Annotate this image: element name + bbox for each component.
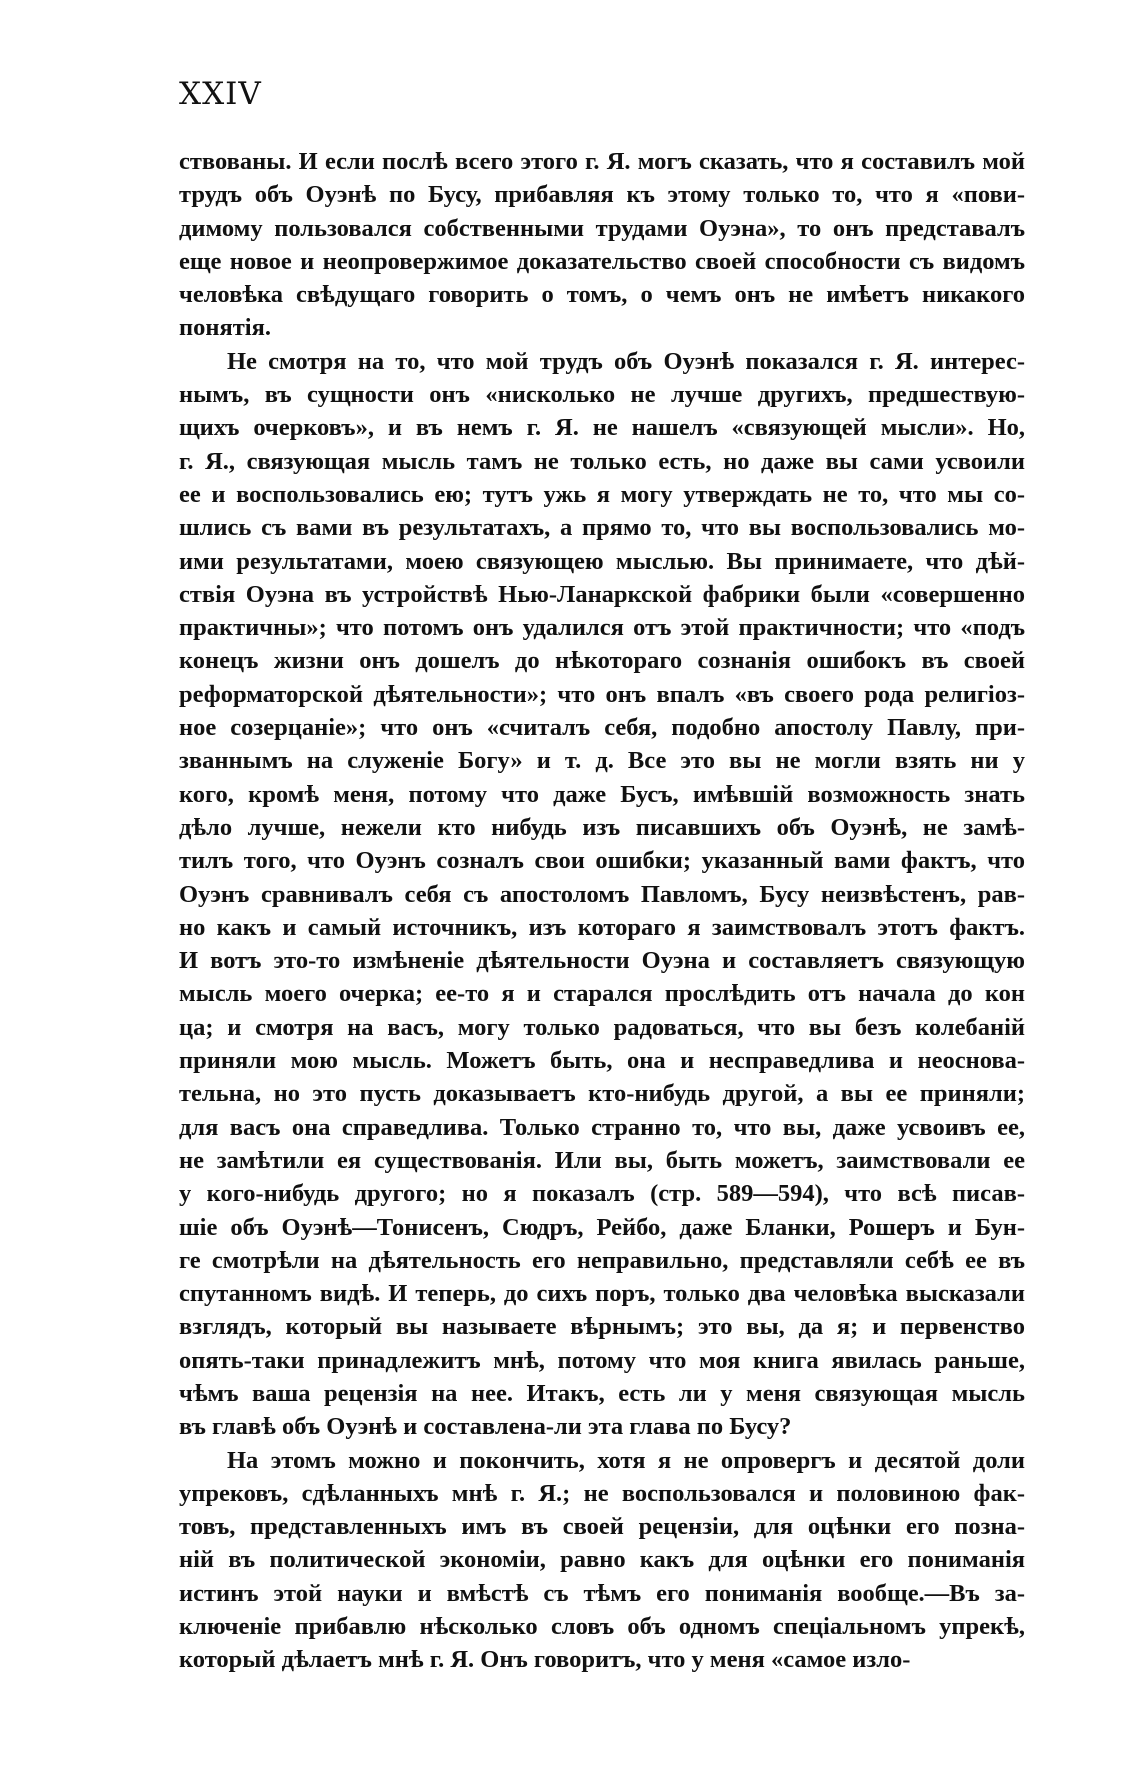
text-line: не замѣтили ея существованія. Или вы, быть можетъ, заимствовали ее	[179, 1146, 1025, 1174]
text-line: ствія Оуэна въ устройствѣ Нью-Ланаркской фабрики были «совершенно	[179, 580, 1025, 608]
text-line: ее и воспользовались ею; тутъ ужь я могу утверждать не то, что мы со-	[179, 480, 1025, 508]
text-line: спутанномъ видѣ. И теперь, до сихъ поръ, только два человѣка высказали	[179, 1280, 1025, 1308]
text-line: тилъ того, что Оуэнъ созналъ свои ошибки; указанный вами фактъ, что	[179, 847, 1025, 875]
body-text	[179, 145, 1025, 1677]
text-line: званнымъ на служеніе Богу» и т. д. Все это вы не могли взять ни у	[179, 747, 1025, 775]
text-line: реформаторской дѣятельности»; что онъ впалъ «въ своего рода религіоз-	[179, 680, 1025, 708]
text-line: но какъ и самый источникъ, изъ котораго я заимствовалъ этотъ фактъ.	[179, 913, 1025, 941]
text-line: у кого-нибудь другого; но я показалъ (стр. 589—594), что всѣ писав-	[179, 1180, 1025, 1208]
paragraph	[179, 145, 1025, 345]
text-line: На этомъ можно и покончить, хотя я не опровергъ и десятой доли	[227, 1446, 1025, 1474]
paragraph	[179, 345, 1025, 1444]
text-line: приняли мою мысль. Можетъ быть, она и несправедлива и неоснова-	[179, 1047, 1025, 1075]
text-line: И вотъ это-то измѣненіе дѣятельности Оуэна и составляетъ связующую	[179, 947, 1025, 975]
text-line: ге смотрѣли на дѣятельность его неправильно, представляли себѣ ее въ	[179, 1246, 1025, 1274]
text-line: чѣмъ ваша рецензія на нее. Итакъ, есть ли у меня связующая мысль	[179, 1379, 1025, 1407]
text-line: шіе объ Оуэнѣ—Тонисенъ, Сюдръ, Рейбо, даже Бланки, Рошеръ и Бун-	[179, 1213, 1025, 1241]
text-line: еще новое и неопровержимое доказательство своей способности съ видомъ	[179, 247, 1025, 275]
text-line: ное созерцаніе»; что онъ «считалъ себя, подобно апостолу Павлу, при-	[179, 714, 1025, 742]
text-line: практичны»; что потомъ онъ удалился отъ этой практичности; что «подъ	[179, 614, 1025, 642]
text-line: Не смотря на то, что мой трудъ объ Оуэнѣ показался г. Я. интерес-	[227, 347, 1025, 375]
text-line: Оуэнъ сравнивалъ себя съ апостоломъ Павломъ, Бусу неизвѣстенъ, рав-	[179, 880, 1025, 908]
text-line: ими результатами, моею связующею мыслью. Вы принимаете, что дѣй-	[179, 547, 1025, 575]
text-line: шлись съ вами въ результатахъ, а прямо то, что вы воспользовались мо-	[179, 514, 1025, 542]
text-line: въ главѣ объ Оуэнѣ и составлена-ли эта глава по Бусу?	[179, 1413, 792, 1441]
text-line: нымъ, въ сущности онъ «нисколько не лучше другихъ, предшествую-	[179, 381, 1025, 409]
text-line: ній въ политической экономіи, равно какъ для оцѣнки его пониманія	[179, 1546, 1025, 1574]
text-line: товъ, представленныхъ имъ въ своей рецензіи, для оцѣнки его позна-	[179, 1513, 1025, 1541]
text-line: который дѣлаетъ мнѣ г. Я. Онъ говоритъ, что у меня «самое изло-	[179, 1646, 911, 1674]
text-line: опять-таки принадлежитъ мнѣ, потому что моя книга явилась раньше,	[179, 1346, 1025, 1374]
text-line: конецъ жизни онъ дошелъ до нѣкотораго сознанія ошибокъ въ своей	[179, 647, 1025, 675]
text-line: трудъ объ Оуэнѣ по Бусу, прибавляя къ этому только то, что я «пови-	[179, 181, 1025, 209]
text-line: кого, кромѣ меня, потому что даже Бусъ, имѣвшій возможность знать	[179, 780, 1025, 808]
text-line: мысль моего очерка; ее-то я и старался прослѣдить отъ начала до кон	[179, 980, 1025, 1008]
text-line: дѣло лучше, нежели кто нибудь изъ писавшихъ объ Оуэнѣ, не замѣ-	[179, 813, 1025, 841]
text-line: ца; и смотря на васъ, могу только радоваться, что вы безъ колебаній	[179, 1013, 1025, 1041]
text-line: димому пользовался собственными трудами Оуэна», то онъ представалъ	[179, 214, 1025, 242]
text-line: человѣка свѣдущаго говорить о томъ, о чемъ онъ не имѣетъ никакого	[179, 281, 1025, 309]
text-line: г. Я., связующая мысль тамъ не только есть, но даже вы сами усвоили	[179, 447, 1025, 475]
text-line: ствованы. И если послѣ всего этого г. Я. могъ сказать, что я составилъ мой	[179, 148, 1025, 175]
text-line: взглядъ, который вы называете вѣрнымъ; это вы, да я; и первенство	[179, 1313, 1025, 1341]
text-line: тельна, но это пусть доказываетъ кто-нибудь другой, а вы ее приняли;	[179, 1080, 1025, 1108]
text-line: щихъ очерковъ», и въ немъ г. Я. не нашелъ «связующей мысли». Но,	[179, 414, 1025, 442]
text-line: для васъ она справедлива. Только странно то, что вы, даже усвоивъ ее,	[179, 1113, 1025, 1141]
text-line: упрековъ, сдѣланныхъ мнѣ г. Я.; не воспользовался и половиною фак-	[179, 1479, 1025, 1507]
text-line: ключеніе прибавлю нѣсколько словъ объ одномъ спеціальномъ упрекѣ,	[179, 1613, 1025, 1641]
page-number: XXIV	[179, 76, 262, 112]
text-line: истинъ этой науки и вмѣстѣ съ тѣмъ его пониманія вообще.—Въ за-	[179, 1579, 1025, 1607]
text-line: понятія.	[179, 314, 271, 342]
paragraph	[179, 1444, 1025, 1677]
